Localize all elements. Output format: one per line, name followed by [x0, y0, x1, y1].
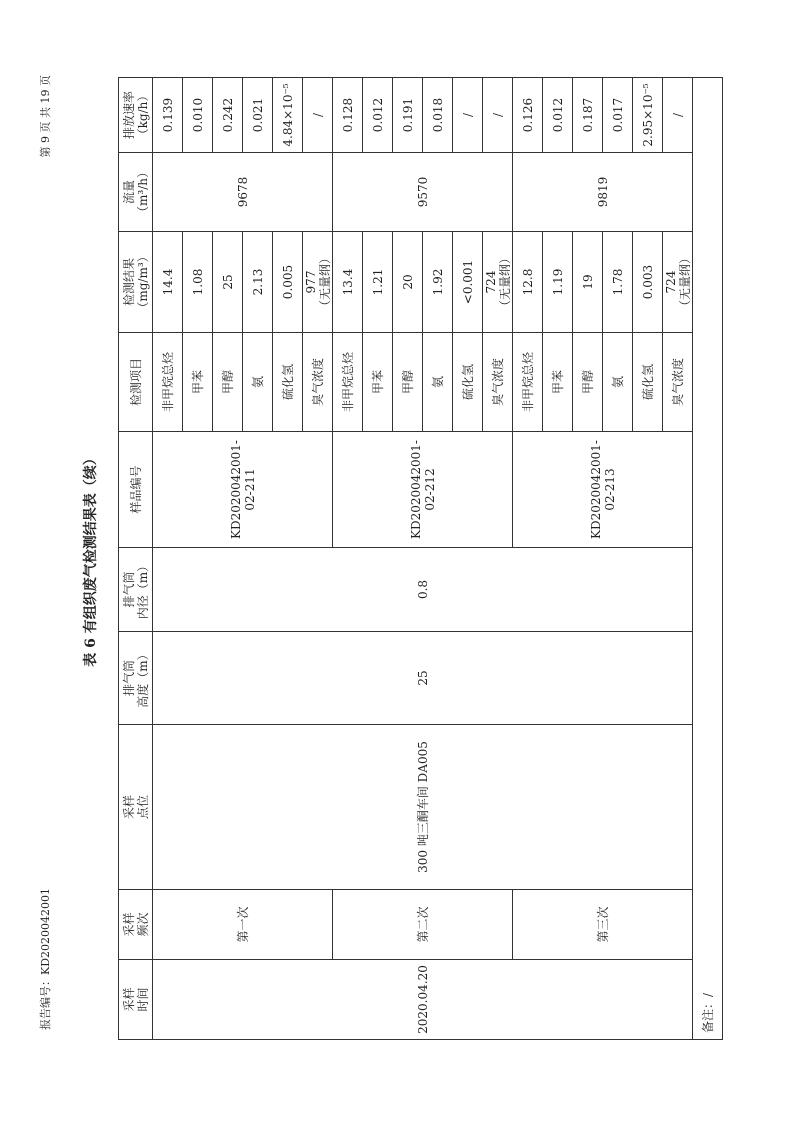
sampling-frequency: 第三次: [513, 890, 693, 960]
stack-height: 25: [153, 632, 693, 725]
test-item: 氨: [423, 333, 453, 432]
test-result: 25: [213, 232, 243, 333]
col-header-time: 采样 时间: [119, 960, 153, 1040]
emission-rate: 0.242: [213, 78, 243, 153]
test-item: 硫化氢: [453, 333, 483, 432]
test-item: 氨: [603, 333, 633, 432]
test-result: 724 （无量纲）: [483, 232, 513, 333]
remark: 备注：/: [693, 78, 723, 1040]
test-item: 甲醇: [213, 333, 243, 432]
sample-id: KD2020042001- 02-213: [513, 432, 693, 548]
test-result: 0.005: [273, 232, 303, 333]
test-result: 1.19: [543, 232, 573, 333]
sampling-frequency: 第二次: [333, 890, 513, 960]
flow-rate: 9819: [513, 153, 693, 232]
test-item: 甲苯: [363, 333, 393, 432]
test-result: 1.92: [423, 232, 453, 333]
col-header-frequency: 采样 频次: [119, 890, 153, 960]
emission-rate: 0.017: [603, 78, 633, 153]
test-result: 1.21: [363, 232, 393, 333]
sample-id: KD2020042001- 02-211: [153, 432, 333, 548]
flow-rate: 9678: [153, 153, 333, 232]
col-header-rate: 排放速率 （kg/h）: [119, 78, 153, 153]
test-item: 臭气浓度: [483, 333, 513, 432]
emission-rate: 0.126: [513, 78, 543, 153]
header-row: [119, 78, 153, 1040]
emission-rate: /: [663, 78, 693, 153]
col-header-flow: 流量 （m³/h）: [119, 153, 153, 232]
col-header-sample-id: 样品编号: [119, 432, 153, 548]
page-number: 第 9 页 共 19 页: [39, 75, 52, 158]
test-result: 13.4: [333, 232, 363, 333]
col-header-height: 排气筒 高度（m）: [119, 632, 153, 725]
sampling-location: 300 吨三酮车间 DA005: [153, 725, 693, 890]
emission-rate: 4.84×10⁻⁵: [273, 78, 303, 153]
test-result: 724 （无量纲）: [663, 232, 693, 333]
report-number: 报告编号：KD2020042001: [39, 887, 52, 1030]
stack-diameter: 0.8: [153, 548, 693, 632]
test-result: 1.78: [603, 232, 633, 333]
emission-rate: 0.021: [243, 78, 273, 153]
emission-rate: /: [453, 78, 483, 153]
test-result: <0.001: [453, 232, 483, 333]
test-item: 硫化氢: [633, 333, 663, 432]
emission-rate: 0.128: [333, 78, 363, 153]
test-item: 甲苯: [543, 333, 573, 432]
test-item: 氨: [243, 333, 273, 432]
test-result: 14.4: [153, 232, 183, 333]
emission-rate: 0.191: [393, 78, 423, 153]
test-item: 硫化氢: [273, 333, 303, 432]
test-item: 非甲烷总烃: [153, 333, 183, 432]
test-result: 20: [393, 232, 423, 333]
col-header-item: 检测项目: [119, 333, 153, 432]
table-title: 表 6 有组织废气检测结果表（续）: [83, 451, 99, 667]
test-item: 甲醇: [393, 333, 423, 432]
results-table: [118, 77, 723, 1040]
emission-rate: /: [483, 78, 513, 153]
test-item: 臭气浓度: [663, 333, 693, 432]
emission-rate: 0.139: [153, 78, 183, 153]
table-row: [153, 78, 183, 1040]
test-result: 19: [573, 232, 603, 333]
remark-row: [693, 78, 723, 1040]
emission-rate: 0.012: [363, 78, 393, 153]
flow-rate: 9570: [333, 153, 513, 232]
col-header-result: 检测结果 （mg/m³）: [119, 232, 153, 333]
test-item: 非甲烷总烃: [513, 333, 543, 432]
test-result: 977 （无量纲）: [303, 232, 333, 333]
sampling-frequency: 第一次: [153, 890, 333, 960]
test-result: 0.003: [633, 232, 663, 333]
test-result: 2.13: [243, 232, 273, 333]
col-header-location: 采样 点位: [119, 725, 153, 890]
test-item: 臭气浓度: [303, 333, 333, 432]
test-item: 非甲烷总烃: [333, 333, 363, 432]
emission-rate: 0.010: [183, 78, 213, 153]
test-item: 甲醇: [573, 333, 603, 432]
emission-rate: 0.018: [423, 78, 453, 153]
emission-rate: 0.187: [573, 78, 603, 153]
emission-rate: /: [303, 78, 333, 153]
emission-rate: 2.95×10⁻⁵: [633, 78, 663, 153]
sampling-time: 2020.04.20: [153, 960, 693, 1040]
test-result: 12.8: [513, 232, 543, 333]
sample-id: KD2020042001- 02-212: [333, 432, 513, 548]
col-header-diameter: 排气筒 内径（m）: [119, 548, 153, 632]
test-result: 1.08: [183, 232, 213, 333]
emission-rate: 0.012: [543, 78, 573, 153]
test-item: 甲苯: [183, 333, 213, 432]
